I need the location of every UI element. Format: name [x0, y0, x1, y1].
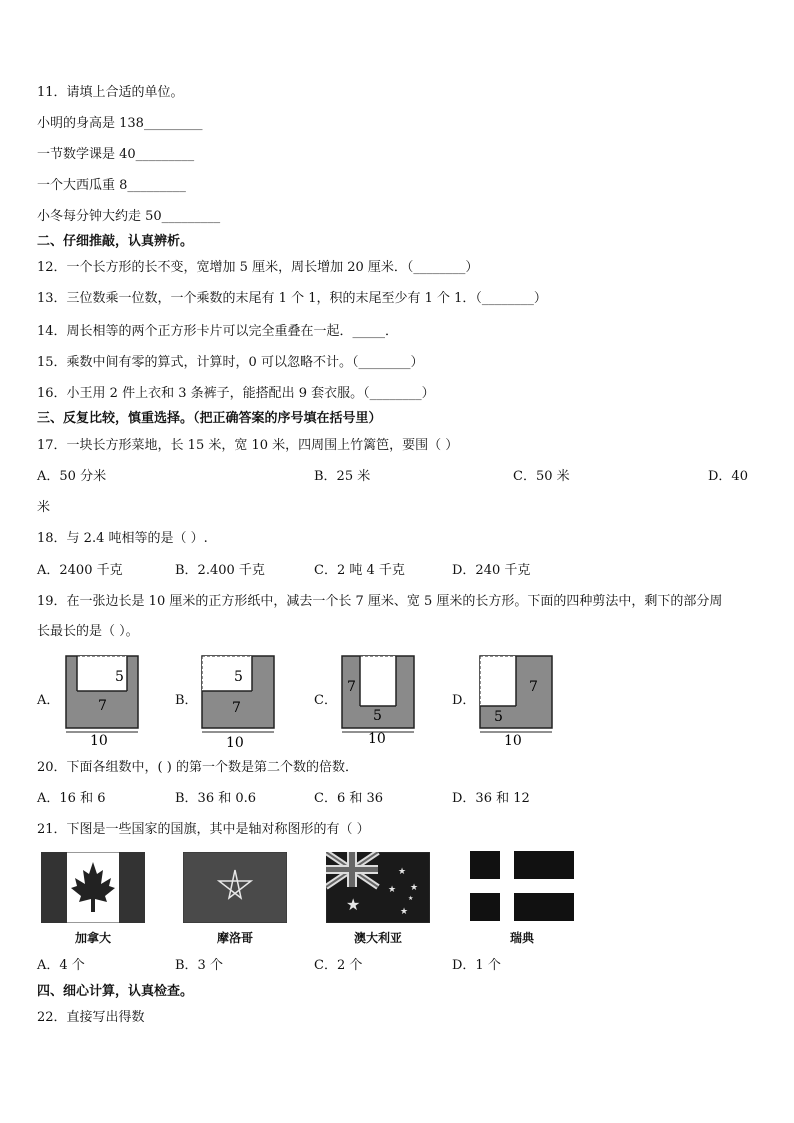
svg-text:★: ★	[400, 907, 409, 917]
q19-figure-d-label-2: 5	[494, 709, 503, 725]
q21-stem: 21．下图是一些国家的国旗，其中是轴对称图形的有（ ）	[37, 822, 370, 837]
flag-label-morocco: 摩洛哥	[216, 931, 253, 945]
q19-figure-c-letter: C．	[314, 693, 337, 708]
q21-option-b: B．3 个	[175, 958, 223, 973]
q19-figure-c-label-1: 7	[347, 679, 356, 695]
q19-figure-c-label-2: 5	[373, 708, 382, 724]
q11-title: 11．请填上合适的单位。	[37, 85, 184, 100]
q19-figure-b-letter: B．	[175, 693, 198, 708]
q19-figure-b-base: 10	[226, 735, 244, 750]
flag-label-sweden: 瑞典	[509, 931, 534, 945]
section-heading-3: 三、反复比较，慎重选择。（把正确答案的序号填在括号里）	[37, 411, 382, 426]
q19-figure-b-label-2: 7	[232, 700, 241, 716]
flag-sweden-image	[469, 850, 575, 923]
q18-option-c: C．2 吨 4 千克	[314, 563, 405, 578]
q20-option-a: A．16 和 6	[37, 791, 106, 806]
q20-option-c: C．6 和 36	[314, 791, 384, 806]
q19-figure-b-label-1: 5	[234, 669, 243, 685]
union-jack-icon	[326, 852, 378, 887]
q19-figure-c-base: 10	[368, 731, 386, 747]
q17-option-d-wrap: 米	[37, 500, 51, 515]
q19-figure-a	[60, 650, 150, 750]
q18-option-d: D．240 千克	[452, 563, 531, 578]
svg-text:★: ★	[408, 895, 414, 902]
svg-text:★: ★	[410, 883, 419, 893]
q20-stem: 20．下面各组数中，( ) 的第一个数是第二个数的倍数．	[37, 760, 358, 775]
q15: 15．乘数中间有零的算式，计算时，0 可以忽略不计。（________）	[37, 355, 424, 370]
q17-option-c: C．50 米	[513, 469, 570, 484]
q11-item-1: 小明的身高是 138_________	[37, 116, 203, 131]
q17-stem: 17．一块长方形菜地，长 15 米，宽 10 米，四周围上竹篱笆，要围（ ）	[37, 438, 459, 453]
q19-stem-line2: 长最长的是（ ）。	[37, 624, 139, 639]
q19-figure-c	[336, 650, 426, 750]
q18-option-a: A．2400 千克	[37, 563, 123, 578]
q19-figure-a-label-1: 5	[115, 669, 124, 685]
q19-figure-b	[196, 650, 286, 750]
flag-morocco-image	[183, 852, 287, 923]
section-heading-2: 二、仔细推敲，认真辨析。	[37, 234, 194, 249]
q21-option-d: D．1 个	[452, 958, 501, 973]
q19-figure-a-base: 10	[90, 733, 108, 749]
flag-australia-image	[326, 852, 430, 923]
q17-option-a: A．50 分米	[37, 469, 107, 484]
q11-item-4: 小冬每分钟大约走 50_________	[37, 209, 221, 224]
q19-figure-d-letter: D．	[452, 693, 476, 708]
svg-text:★: ★	[398, 867, 407, 877]
q19-figure-d	[474, 650, 564, 750]
q11-item-3: 一个大西瓜重 8_________	[37, 178, 186, 193]
q18-stem: 18．与 2.4 吨相等的是（ ）.	[37, 531, 208, 546]
q11-item-2: 一节数学课是 40_________	[37, 147, 195, 162]
q20-option-d: D．36 和 12	[452, 791, 530, 806]
q13: 13．三位数乘一位数，一个乘数的末尾有 1 个 1，积的末尾至少有 1 个 1．（________）	[37, 291, 547, 306]
q14: 14．周长相等的两个正方形卡片可以完全重叠在一起．_____．	[37, 324, 399, 339]
svg-text:★: ★	[346, 895, 361, 914]
q19-figure-d-label-1: 7	[529, 679, 538, 695]
q22-stem: 22．直接写出得数	[37, 1010, 145, 1025]
q17-option-b: B．25 米	[314, 469, 371, 484]
q17-option-d: D．40	[708, 469, 748, 484]
q18-option-b: B．2.400 千克	[175, 563, 265, 578]
q19-figure-a-label-2: 7	[98, 698, 107, 714]
q19-figure-a-letter: A．	[37, 693, 60, 708]
q19-figure-d-base: 10	[504, 733, 522, 749]
section-heading-4: 四、细心计算，认真检查。	[37, 984, 194, 999]
flag-canada-image	[41, 852, 145, 923]
q21-option-a: A．4 个	[37, 958, 85, 973]
q21-option-c: C．2 个	[314, 958, 363, 973]
q16: 16．小王用 2 件上衣和 3 条裤子，能搭配出 9 套衣服。（________）	[37, 386, 435, 401]
q19-stem-line1: 19．在一张边长是 10 厘米的正方形纸中，减去一个长 7 厘米、宽 5 厘米的长方形。下面的四种剪法中，剩下的部分周	[37, 594, 723, 609]
svg-text:★: ★	[388, 885, 397, 895]
flag-label-australia: 澳大利亚	[353, 931, 402, 945]
q12: 12．一个长方形的长不变，宽增加 5 厘米，周长增加 20 厘米．（________）	[37, 260, 479, 275]
flag-label-canada: 加拿大	[74, 931, 111, 945]
q20-option-b: B．36 和 0.6	[175, 791, 257, 806]
